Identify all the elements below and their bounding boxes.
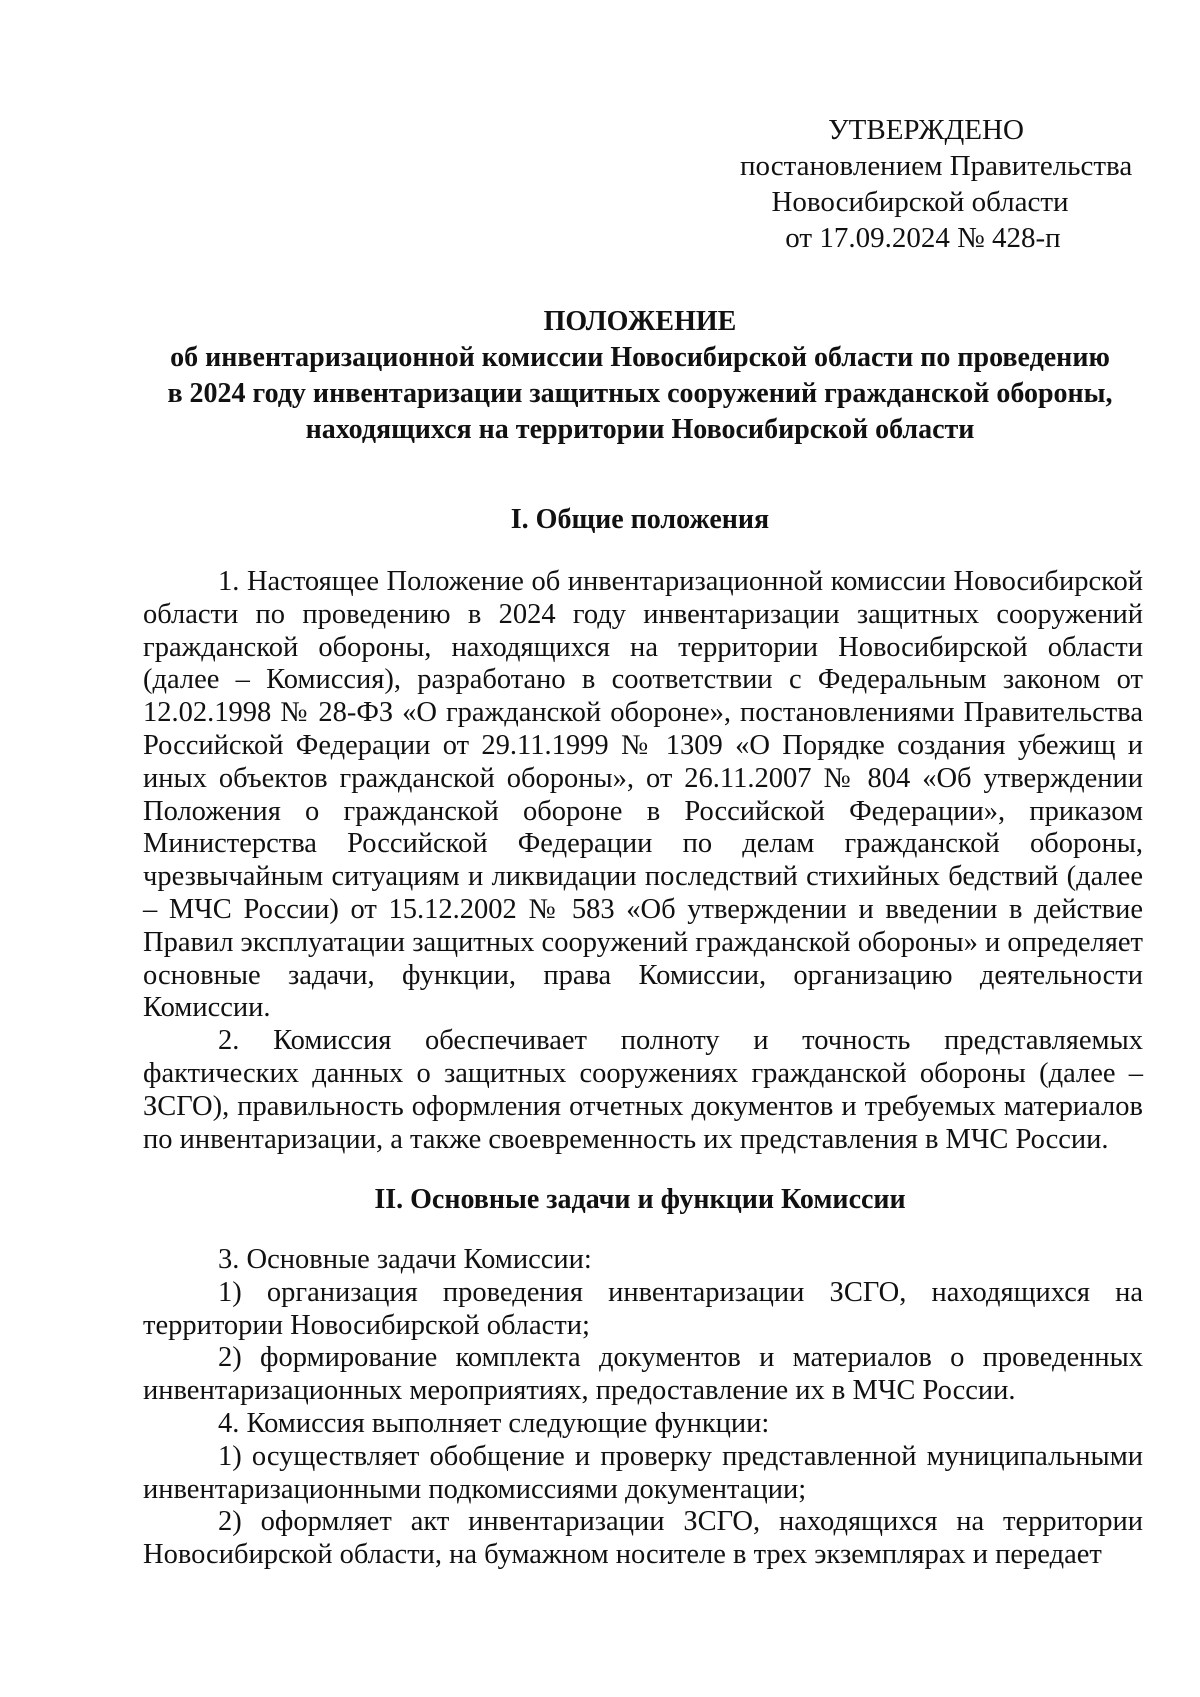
list-item: 1) организация проведения инвентаризации ЗСГО, находящихся на территории Новосибирской области; <box>143 1276 1143 1341</box>
approval-line-2: Новосибирской области <box>771 186 1069 218</box>
section-general-body <box>143 566 1143 1156</box>
title-line-2: в 2024 году инвентаризации защитных сооружений гражданской обороны, <box>167 378 1113 409</box>
approval-stamp-block <box>740 112 1133 256</box>
paragraph: 2. Комиссия обеспечивает полноту и точность представляемых фактических данных о защитных сооружениях гражданской обороны (далее – ЗСГО), правильность оформления отчетных документов и требуемых материалов по инвентаризации, а также своевременность их представления в МЧС России. <box>143 1025 1143 1155</box>
list-item: 2) формирование комплекта документов и материалов о проведенных инвентаризационных мероприятиях, предоставление их в МЧС России. <box>143 1342 1143 1407</box>
approval-line-1: постановлением Правительства <box>740 150 1133 182</box>
document-title <box>120 304 1160 448</box>
title-line-3: находящихся на территории Новосибирской области <box>305 414 975 445</box>
title-heading: ПОЛОЖЕНИЕ <box>543 306 737 337</box>
list-item: 1) осуществляет обобщение и проверку представленной муниципальными инвентаризационными подкомиссиями документации; <box>143 1440 1143 1505</box>
title-line-1: об инвентаризационной комиссии Новосибирской области по проведению <box>170 342 1110 373</box>
paragraph: 3. Основные задачи Комиссии: <box>218 1244 592 1275</box>
approval-date-line: от 17.09.2024 № 428-п <box>785 222 1061 254</box>
list-item: 2) оформляет акт инвентаризации ЗСГО, находящихся на территории Новосибирской области, на бумажном носителе в трех экземплярах и передает <box>143 1506 1143 1571</box>
paragraph: 1. Настоящее Положение об инвентаризационной комиссии Новосибирской области по проведению в 2024 году инвентаризации защитных сооружений гражданской обороны, находящихся на территории Новосибирской области (далее – Комиссия), разработано в соответствии с Федеральным законом от 12.02.1998 № 28-ФЗ «О гражданской обороне», постановлениями Правительства Российской Федерации от 29.11.1999 № 1309 «О Порядке создания убежищ и иных объектов гражданской обороны», от 26.11.2007 № 804 «Об утверждении Положения о гражданской обороне в Российской Федерации», приказом Министерства Российской Федерации по делам гражданской обороны, чрезвычайным ситуациям и ликвидации последствий стихийных бедствий (далее – МЧС России) от 15.12.2002 № 583 «Об утверждении и введении в действие Правил эксплуатации защитных сооружений гражданской обороны» и определяет основные задачи, функции, права Комиссии, организацию деятельности Комиссии. <box>143 566 1143 1024</box>
paragraph: 4. Комиссия выполняет следующие функции: <box>218 1407 770 1439</box>
section-heading-general: I. Общие положения <box>510 504 770 535</box>
section-tasks-body <box>143 1244 1143 1572</box>
approval-heading: УТВЕРЖДЕНО <box>828 114 1024 146</box>
section-heading-tasks: II. Основные задачи и функции Комиссии <box>374 1184 906 1215</box>
